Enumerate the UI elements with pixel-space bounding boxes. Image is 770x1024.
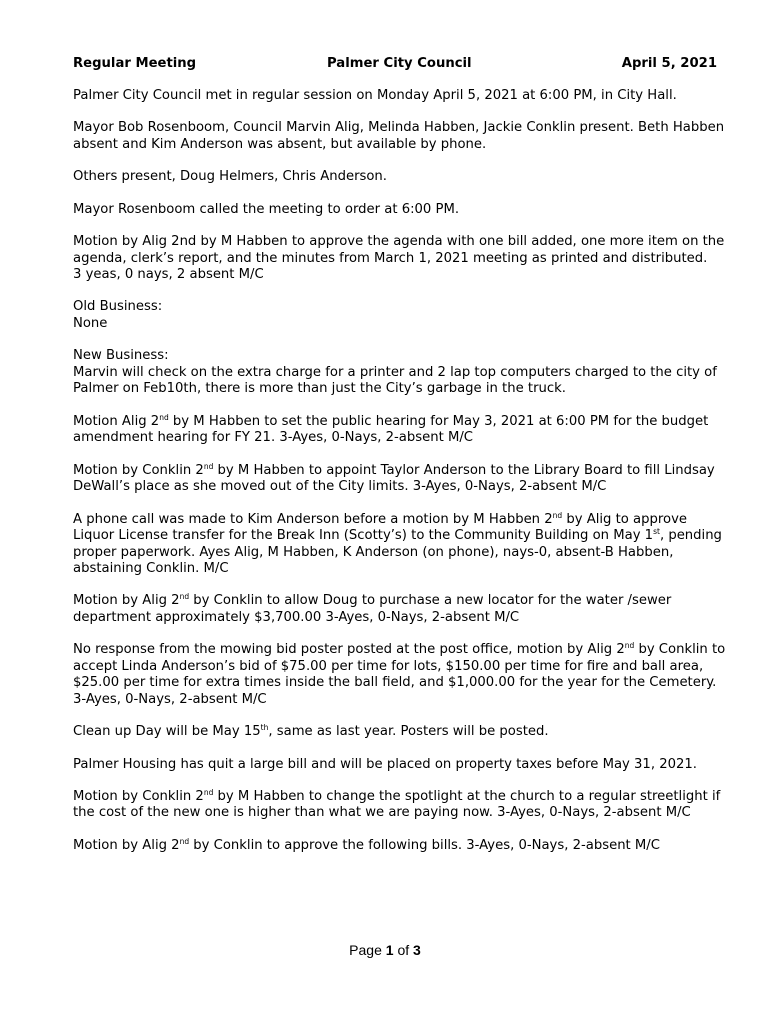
meeting-type: Regular Meeting	[73, 56, 197, 71]
paragraph-palmer-housing: Palmer Housing has quit a large bill and will be placed on property taxes before May 31, 2021.	[73, 756, 697, 772]
total-pages: 3	[413, 942, 421, 958]
mowing-bid-vote: 3-Ayes, 0-Nays, 2-absent M/C	[73, 691, 267, 707]
paragraph-spotlight-motion: Motion by Conklin 2nd by M Habben to change the spotlight at the church to a regular streetlight if the cost of the new one is higher than what we are paying now. 3-Ayes, 0-Nays, 2-absent M/C	[73, 787, 721, 821]
minutes-body	[73, 88, 728, 870]
section-old-business	[73, 299, 728, 332]
new-business-heading: New Business:	[73, 348, 169, 364]
paragraph-others-present: Others present, Doug Helmers, Chris Anderson.	[73, 169, 387, 185]
old-business-text: None	[73, 315, 108, 331]
paragraph-liquor-license-motion: A phone call was made to Kim Anderson before a motion by M Habben 2nd by Alig to approve Liquor License transfer for the Break Inn (Scotty’s) to the Community Building on May 1st, pending proper paperwork. Ayes Alig, M Habben, K Anderson (on phone), nays-0, absent-B Habben, abstaining Conklin. M/C	[73, 510, 722, 577]
paragraph-bills-motion: Motion by Alig 2nd by Conklin to approve the following bills. 3-Ayes, 0-Nays, 2-absent M/C	[73, 836, 660, 853]
paragraph-agenda-motion	[73, 234, 728, 284]
page-number: Page 1 of 3	[349, 942, 421, 958]
paragraph-locator-motion: Motion by Alig 2nd by Conklin to allow Doug to purchase a new locator for the water /sewer department approximately $3,700.00 3-Ayes, 0-Nays, 2-absent M/C	[73, 592, 672, 625]
council-name: Palmer City Council	[327, 56, 472, 71]
old-business-heading: Old Business:	[73, 299, 163, 315]
current-page: 1	[385, 942, 394, 958]
agenda-motion-vote: 3 yeas, 0 nays, 2 absent M/C	[73, 267, 264, 283]
document-header	[73, 56, 717, 74]
paragraph-public-hearing-motion: Motion Alig 2nd by M Habben to set the public hearing for May 3, 2021 at 6:00 PM for the budget amendment hearing for FY 21. 3-Ayes, 0-Nays, 2-absent M/C	[73, 412, 709, 446]
paragraph-attendance: Mayor Bob Rosenboom, Council Marvin Alig, Melinda Habben, Jackie Conklin present. Beth Habben absent and Kim Anderson was absent, but available by phone.	[73, 120, 725, 152]
meeting-date: April 5, 2021	[621, 56, 717, 71]
section-new-business	[73, 348, 728, 398]
paragraph-session: Palmer City Council met in regular session on Monday April 5, 2021 at 6:00 PM, in City Hall.	[73, 88, 677, 103]
agenda-motion-text: Motion by Alig 2nd by M Habben to approve the agenda with one bill added, one more item on the agenda, clerk’s report, and the minutes from March 1, 2021 meeting as printed and distributed.	[73, 234, 725, 266]
paragraph-mowing-bid-motion: No response from the mowing bid poster posted at the post office, motion by Alig 2nd by Conklin to accept Linda Anderson’s bid of $75.00 per time for lots, $150.00 per time for fire and ball area, $25.00 per time for extra times inside the ball field, and $1,000.00 for the year for the Cemetery. 3-Ayes, 0-Nays, 2-absent M/C	[73, 641, 726, 707]
paragraph-call-to-order: Mayor Rosenboom called the meeting to order at 6:00 PM.	[73, 201, 460, 217]
new-business-text: Marvin will check on the extra charge for a printer and 2 lap top computers charged to the city of Palmer on Feb10th, there is more than just the City’s garbage in the truck.	[73, 364, 717, 397]
paragraph-clean-up-day: Clean up Day will be May 15th, same as last year. Posters will be posted.	[73, 723, 549, 740]
paragraph-library-board-motion: Motion by Conklin 2nd by M Habben to appoint Taylor Anderson to the Library Board to fill Lindsay DeWall’s place as she moved out of the City limits. 3-Ayes, 0-Nays, 2-absent M/C	[73, 461, 715, 495]
